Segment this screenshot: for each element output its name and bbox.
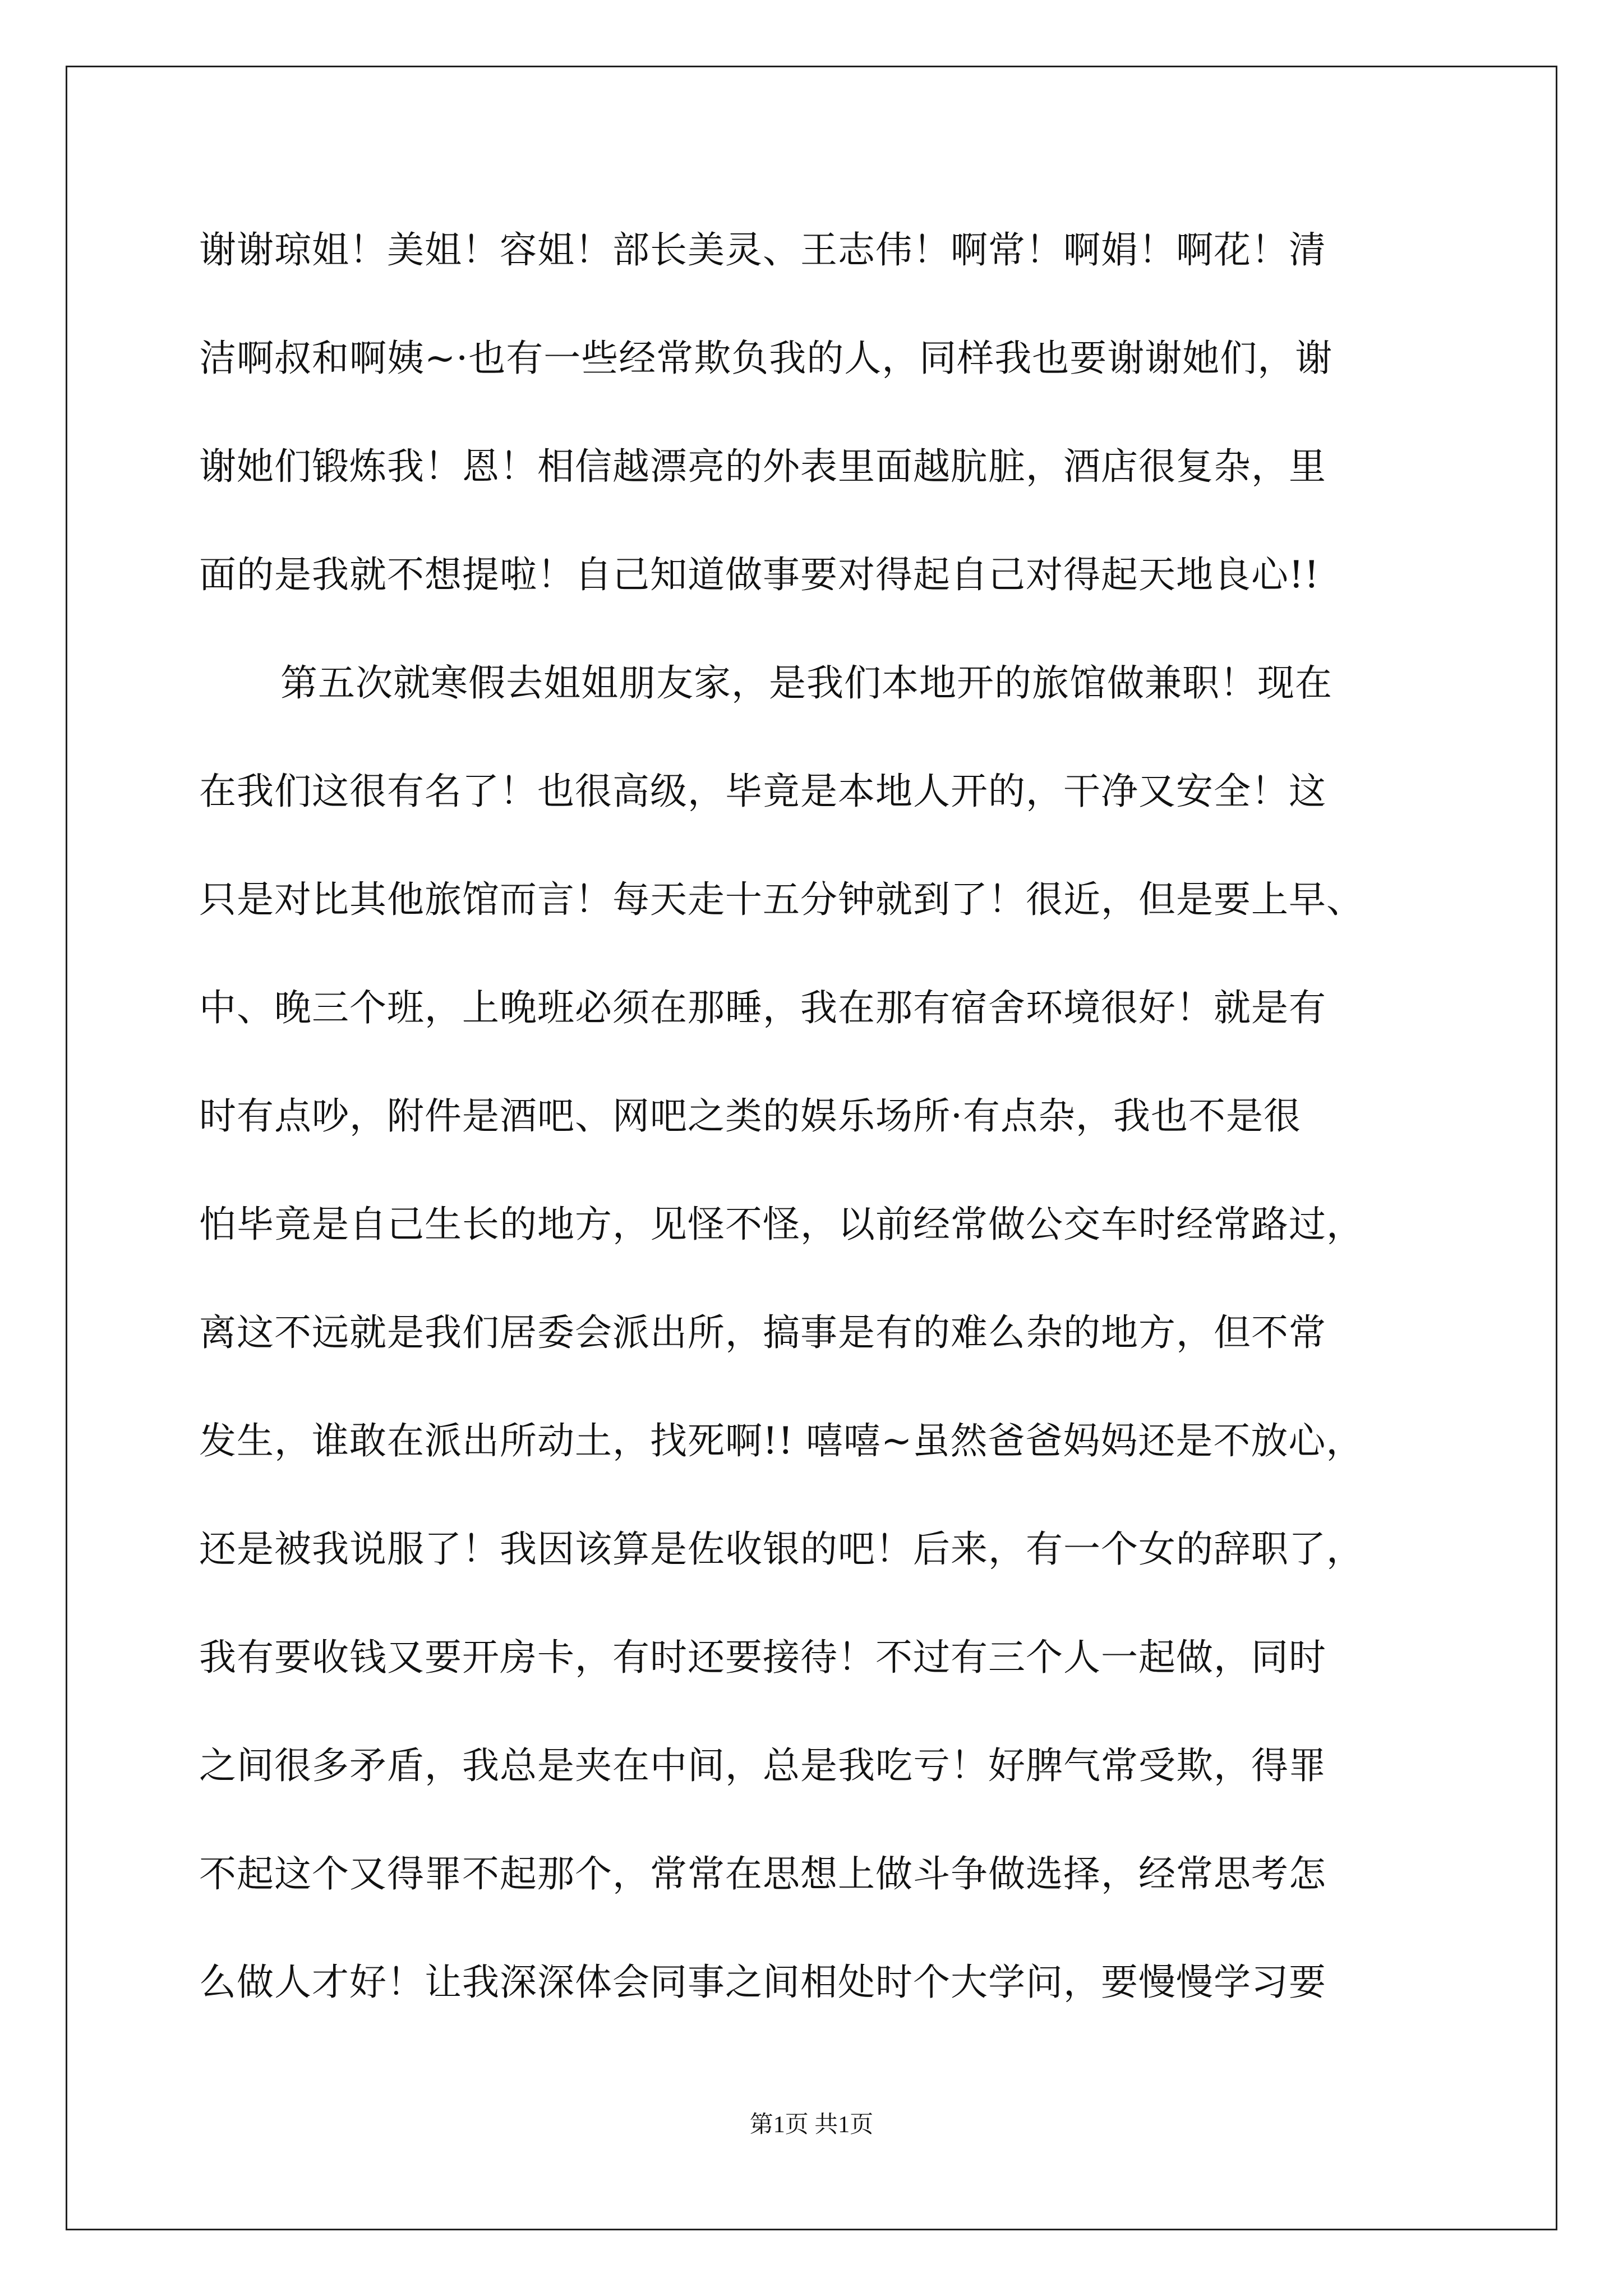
text-line: 中、晚三个班，上晚班必须在那睡，我在那有宿舍环境很好！就是有	[199, 986, 1326, 1029]
text-line: 离这不远就是我们居委会派出所，搞事是有的难么杂的地方，但不常	[199, 1311, 1326, 1354]
text-line: 怕毕竟是自己生长的地方，见怪不怪，以前经常做公交车时经常路过，	[199, 1203, 1364, 1246]
text-line: 我有要收钱又要开房卡，有时还要接待！不过有三个人一起做，同时	[199, 1636, 1326, 1679]
page-border	[66, 66, 1557, 2230]
text-line: 发生，谁敢在派出所动土，找死啊!! 嘻嘻~虽然爸爸妈妈还是不放心，	[199, 1419, 1364, 1462]
text-line: 么做人才好！让我深深体会同事之间相处时个大学问，要慢慢学习要	[199, 1961, 1326, 2004]
text-line: 面的是我就不想提啦！自己知道做事要对得起自己对得起天地良心!!	[199, 553, 1320, 596]
text-line: 还是被我说服了！我因该算是佐收银的吧！后来，有一个女的辞职了，	[199, 1527, 1364, 1571]
paragraph-first-line: 第五次就寒假去姐姐朋友家，是我们本地开的旅馆做兼职！现在	[280, 661, 1332, 705]
text-line: 洁啊叔和啊姨~·也有一些经常欺负我的人，同样我也要谢谢她们，谢	[199, 337, 1333, 380]
text-line: 谢她们锻炼我！恩！相信越漂亮的外表里面越肮脏，酒店很复杂，里	[199, 445, 1326, 488]
text-line: 时有点吵，附件是酒吧、网吧之类的娱乐场所·有点杂，我也不是很	[199, 1094, 1301, 1138]
page-footer: 第1页 共1页	[749, 2112, 874, 2138]
text-line: 谢谢琼姐！美姐！容姐！部长美灵、王志伟！啊常！啊娟！啊花！清	[199, 228, 1326, 272]
text-line: 只是对比其他旅馆而言！每天走十五分钟就到了！很近，但是要上早、	[199, 878, 1364, 921]
text-line: 之间很多矛盾，我总是夹在中间，总是我吃亏！好脾气常受欺，得罪	[199, 1744, 1326, 1787]
text-line: 不起这个又得罪不起那个，常常在思想上做斗争做选择，经常思考怎	[199, 1852, 1326, 1895]
text-line: 在我们这很有名了！也很高级，毕竟是本地人开的，干净又安全！这	[199, 770, 1326, 813]
